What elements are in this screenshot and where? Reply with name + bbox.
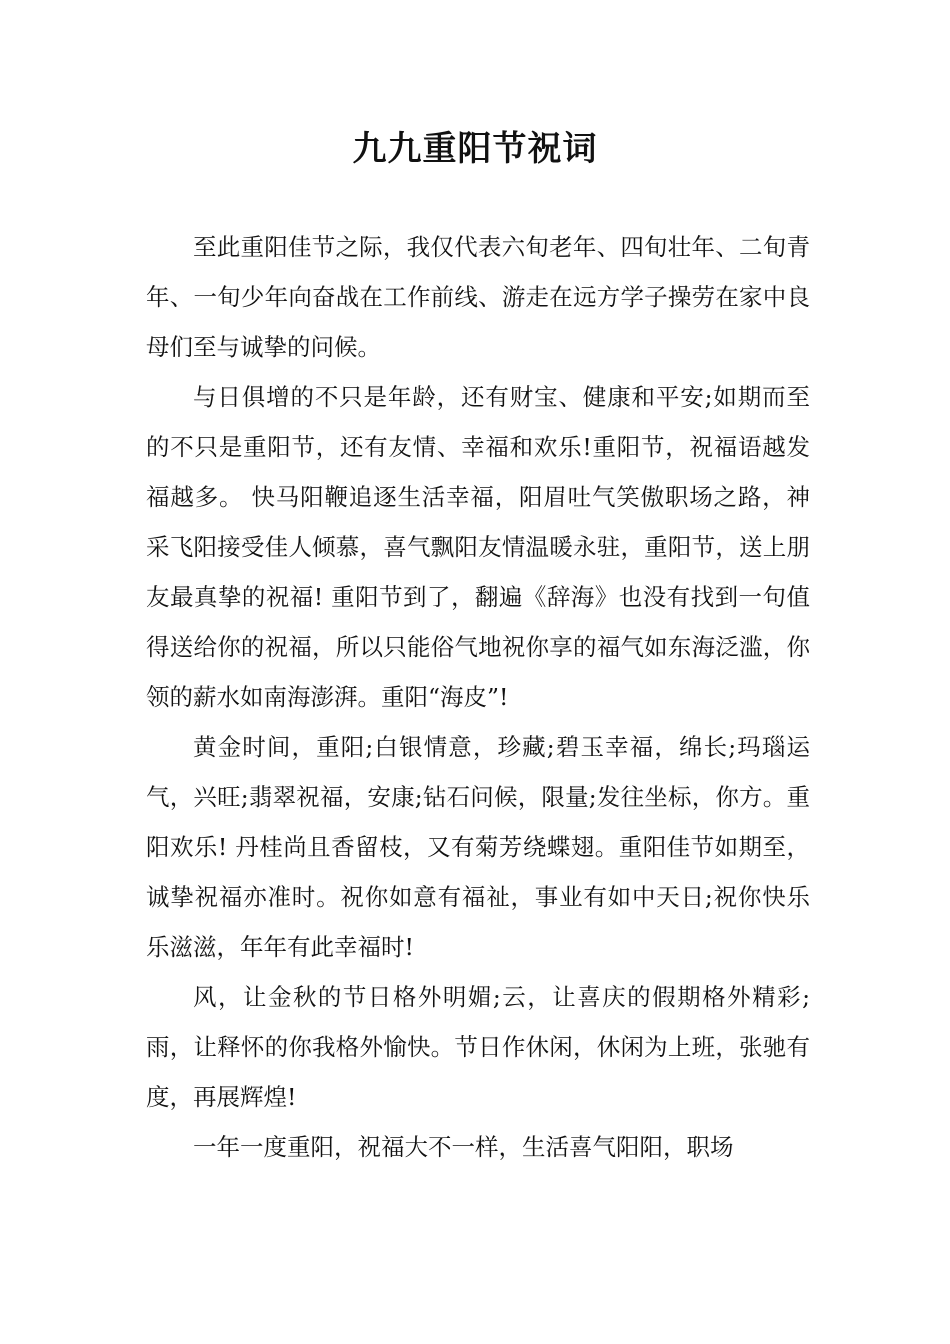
paragraph: 一年一度重阳，祝福大不一样，生活喜气阳阳，职场 (193, 1133, 734, 1161)
document-title: 九九重阳节祝词 (352, 129, 598, 169)
paragraph: 至此重阳佳节之际，我仅代表六旬老年、四旬壮年、二旬青年、一旬少年向奋战在工作前线、游走在远方学子操劳在家中良母们至与诚挚的问候。 (146, 233, 810, 361)
document-body (146, 222, 810, 1172)
paragraph: 与日俱增的不只是年龄，还有财宝、健康和平安;如期而至的不只是重阳节，还有友情、幸福和欢乐!重阳节，祝福语越发福越多。 快马阳鞭追逐生活幸福，阳眉吐气笑傲职场之路，神采飞阳接受佳人倾慕，喜气飘阳友情温暖永驻，重阳节，送上朋友最真挚的祝福! 重阳节到了，翻遍《辞海》也没有找到一句值得送给你的祝福，所以只能俗气地祝你享的福气如东海泛滥，你领的薪水如南海澎湃。重阳“海皮”! (146, 383, 810, 711)
paragraph: 风，让金秋的节日格外明媚;云，让喜庆的假期格外精彩;雨，让释怀的你我格外愉快。节日作休闲，休闲为上班，张驰有度，再展辉煌! (146, 983, 810, 1111)
paragraph: 黄金时间，重阳;白银情意，珍藏;碧玉幸福，绵长;玛瑙运气，兴旺;翡翠祝福，安康;钻石问候，限量;发往坐标，你方。重阳欢乐! 丹桂尚且香留枝，又有菊芳绕蝶翅。重阳佳节如期至，诚挚祝福亦准时。祝你如意有福祉，事业有如中天日;祝你快乐乐滋滋，年年有此幸福时! (146, 733, 810, 961)
